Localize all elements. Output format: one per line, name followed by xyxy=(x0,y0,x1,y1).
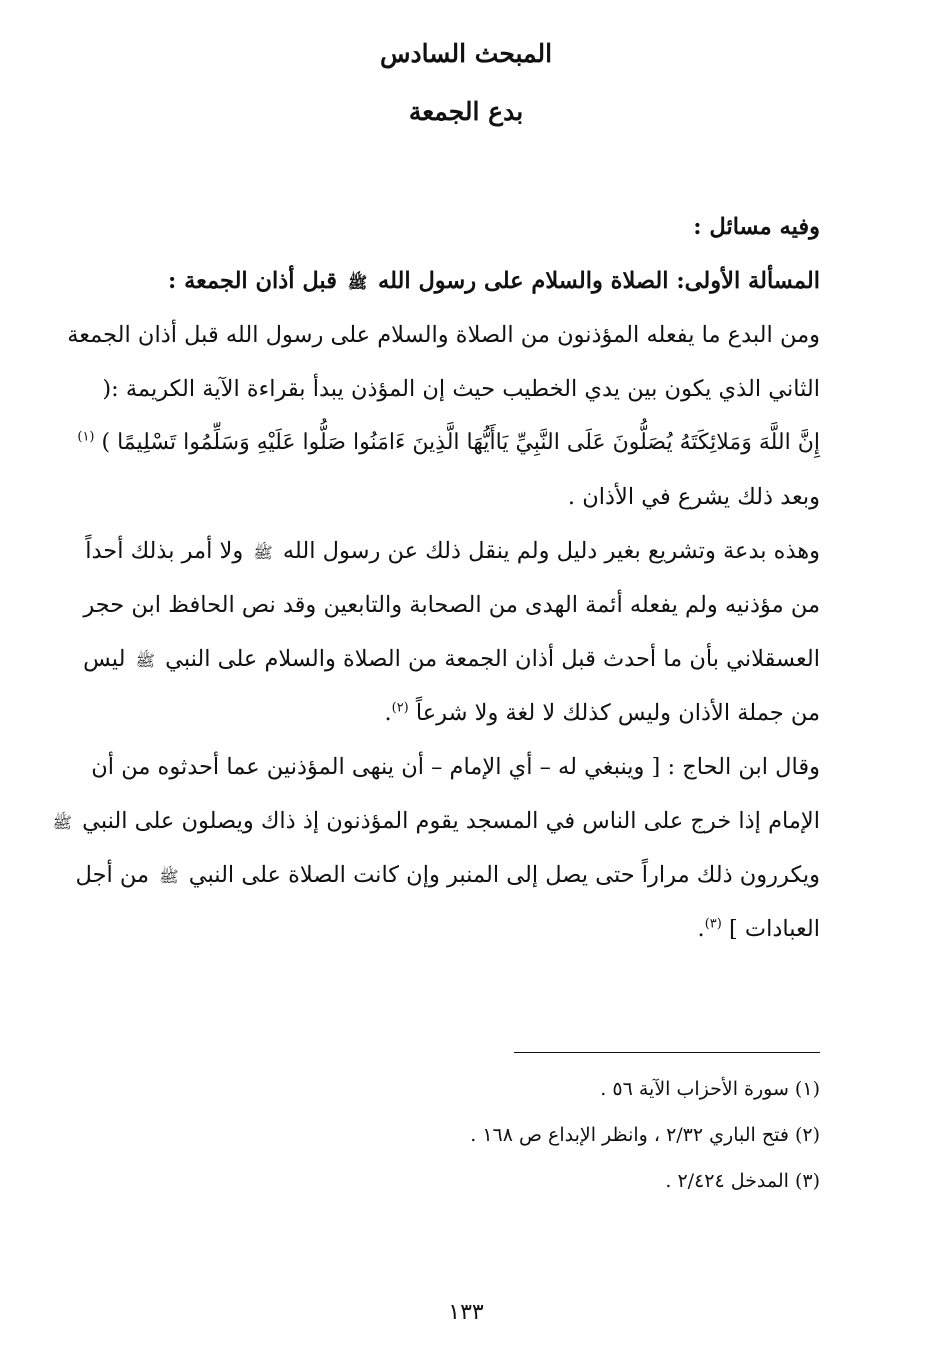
footnote-marker-3: (٣) xyxy=(704,916,722,932)
paragraph-2-line-4: من جملة الأذان وليس كذلك لا لغة ولا شرعاً $^{(٢)}$. xyxy=(384,700,820,726)
body-text xyxy=(52,200,820,956)
issue-title-part-2: قبل أذان الجمعة : xyxy=(167,268,337,294)
quran-verse: إِنَّ اللَّهَ وَمَلائِكَتَهُ يُصَلُّونَ عَلَى النَّبِيِّ يَاأَيُّهَا الَّذِينَ ءَامَنُوا صَلُّوا عَلَيْهِ وَسَلِّمُوا تَسْلِيمًا ) xyxy=(101,430,820,455)
paragraph-3-line-1: وقال ابن الحاج : [ وينبغي له – أي الإمام – أن ينهى المؤذنين عما أحدثوه من أن xyxy=(91,754,820,780)
paragraph-1-line-2: الثاني الذي يكون بين يدي الخطيب حيث إن المؤذن يبدأ بقراءة الآية الكريمة :( xyxy=(102,376,820,402)
footnote-marker-2: (٢) xyxy=(391,700,409,716)
paragraph-3-line-2 xyxy=(52,794,820,848)
salawat-glyph: ﷺ xyxy=(52,813,72,832)
salawat-glyph: ﷺ xyxy=(253,543,273,562)
salawat-glyph: ﷺ xyxy=(347,273,368,292)
paragraph-3-line-4: العبادات ] $^{(٣)}$. xyxy=(697,916,820,942)
chapter-heading: المبحث السادس xyxy=(379,39,553,68)
paragraph-2-line-3 xyxy=(83,632,820,686)
p3-line4-text: العبادات ] xyxy=(729,916,820,942)
p2-line1-part-1: وهذه بدعة وتشريع بغير دليل ولم ينقل ذلك عن رسول الله xyxy=(282,538,820,564)
footnote-marker-1: (١) xyxy=(77,429,95,445)
issue-title-part-1: المسألة الأولى: الصلاة والسلام على رسول الله xyxy=(378,268,820,294)
paragraph-2-line-1 xyxy=(85,524,820,578)
footnote-separator xyxy=(514,1052,820,1053)
p3-line3-part-2: من أجل xyxy=(75,862,150,888)
p2-line3-part-2: ليس xyxy=(83,646,126,672)
page-number: ١٣٣ xyxy=(448,1300,484,1325)
salawat-glyph: ﷺ xyxy=(159,867,179,886)
footnotes xyxy=(220,1066,820,1204)
paragraph-2-line-2: من مؤذنيه ولم يفعله أئمة الهدى من الصحابة والتابعين وقد نص الحافظ ابن حجر xyxy=(83,592,820,618)
paragraph-3-line-3 xyxy=(75,848,820,902)
section-subtitle: بدع الجمعة xyxy=(408,97,524,126)
paragraph-1-line-4: وبعد ذلك يشرع في الأذان . xyxy=(567,484,820,510)
footnote-1: (١) سورة الأحزاب الآية ٥٦ . xyxy=(600,1078,820,1100)
intro-line: وفيه مسائل : xyxy=(693,214,820,240)
p3-line3-part-1: ويكررون ذلك مراراً حتى يصل إلى المنبر وإن كانت الصلاة على النبي xyxy=(188,862,820,888)
salawat-glyph: ﷺ xyxy=(135,651,155,670)
footnote-3: (٣) المدخل ٢/٤٢٤ . xyxy=(665,1170,820,1192)
issue-title xyxy=(108,254,820,308)
p3-line2-text: الإمام إذا خرج على الناس في المسجد يقوم المؤذنون إذ ذاك ويصلون على النبي xyxy=(82,808,820,834)
p2-line4-text: من جملة الأذان وليس كذلك لا لغة ولا شرعاً xyxy=(415,700,820,726)
paragraph-1-line-1: ومن البدع ما يفعله المؤذنون من الصلاة والسلام على رسول الله قبل أذان الجمعة xyxy=(67,322,820,348)
p2-line1-part-2: ولا أمر بذلك أحداً xyxy=(85,538,244,564)
quran-verse-line xyxy=(77,416,820,470)
footnote-2: (٢) فتح الباري ٢/٣٢ ، وانظر الإبداع ص ١٦٨ . xyxy=(470,1124,820,1146)
p2-line3-part-1: العسقلاني بأن ما أحدث قبل أذان الجمعة من الصلاة والسلام على النبي xyxy=(165,646,820,672)
